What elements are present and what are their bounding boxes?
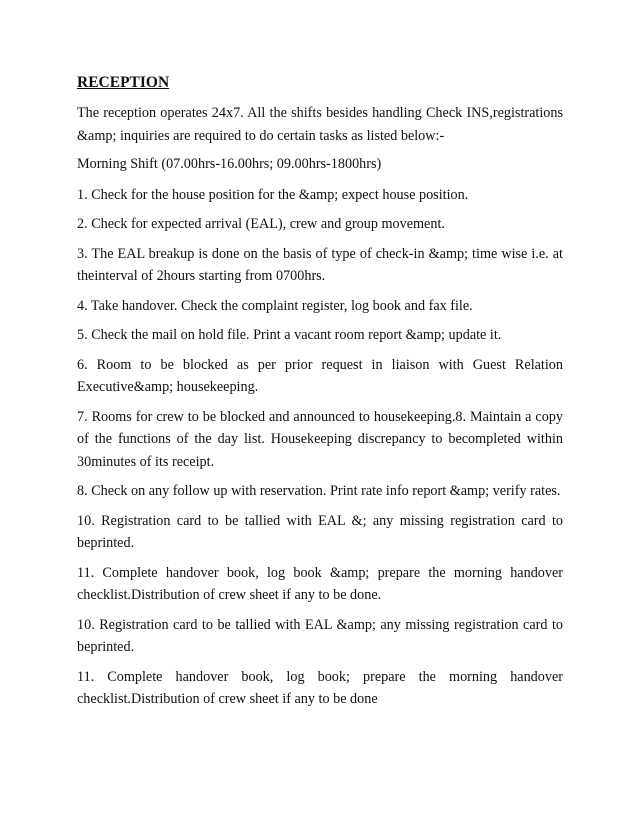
section-heading: RECEPTION: [77, 74, 170, 91]
list-item: 5. Check the mail on hold file. Print a vacant room report &amp; update it.: [77, 327, 502, 343]
list-item: 10. Registration card to be tallied with EAL &amp; any missing registration card to beprinted.: [77, 616, 563, 655]
shift-line: Morning Shift (07.00hrs-16.00hrs; 09.00hrs-1800hrs): [77, 156, 382, 172]
list-item: 11. Complete handover book, log book; prepare the morning handover checklist.Distribution of crew sheet if any to be done: [77, 668, 563, 707]
list-item: 11. Complete handover book, log book &amp; prepare the morning handover checklist.Distribution of crew sheet if any to be done.: [77, 564, 563, 603]
list-item: 4. Take handover. Check the complaint register, log book and fax file.: [77, 297, 473, 314]
list-item: 8. Check on any follow up with reservation. Print rate info report &amp; verify rates.: [77, 483, 561, 499]
list-item: 1. Check for the house position for the &amp; expect house position.: [77, 186, 469, 203]
list-item: 7. Rooms for crew to be blocked and announced to housekeeping.8. Maintain a copy of the functions of the day list. Housekeeping discrepancy to becompleted within 30minutes of its receipt.: [77, 408, 563, 470]
list-item: 2. Check for expected arrival (EAL), crew and group movement.: [77, 216, 445, 232]
list-item: 6. Room to be blocked as per prior request in liaison with Guest Relation Executive&amp; housekeeping.: [77, 356, 563, 395]
document-page: [77, 72, 563, 718]
intro-paragraph: The reception operates 24x7. All the shifts besides handling Check INS,registrations &amp; inquiries are required to do certain tasks as listed below:-: [77, 105, 563, 144]
list-item: 3. The EAL breakup is done on the basis of type of check-in &amp; time wise i.e. at theinterval of 2hours starting from 0700hrs.: [77, 245, 563, 284]
list-item: 10. Registration card to be tallied with EAL &; any missing registration card to beprinted.: [77, 512, 563, 551]
